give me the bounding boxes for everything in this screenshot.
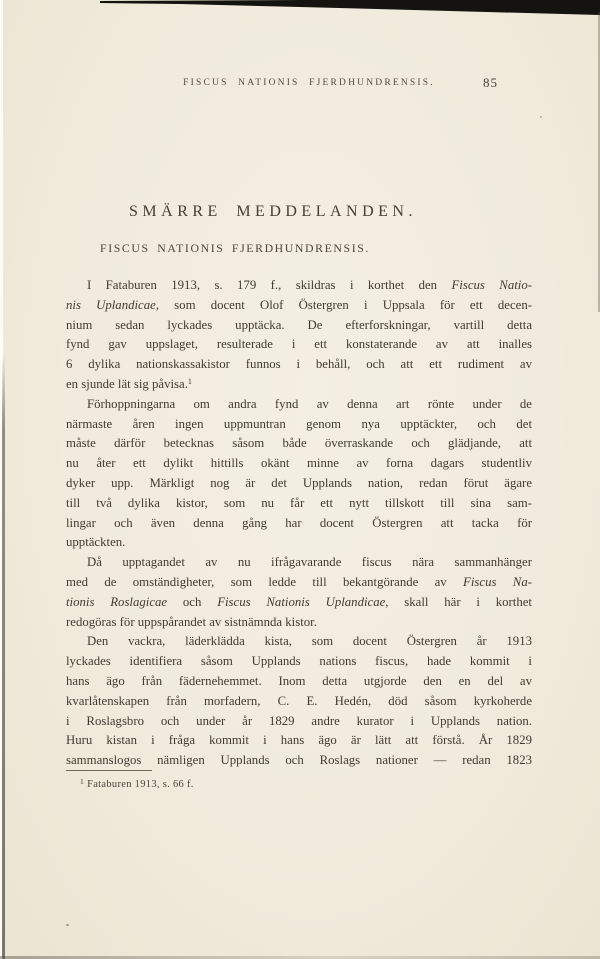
body-line: sammanslogos nämligen Upplands och Roslags nationer — redan 1823: [66, 753, 532, 768]
paragraph: [66, 276, 532, 395]
paragraph: [66, 395, 532, 553]
body-line: måste därför betecknas såsom både överraskande och glädjande, att: [66, 436, 532, 451]
body-line: Förhoppningarna om andra fynd av denna art rönte under de: [87, 396, 532, 411]
footnote-rule: [66, 770, 152, 771]
body-line: fynd gav uppslaget, resulterade i ett konstaterande av att inalles: [66, 337, 532, 352]
body-line: till två dylika kistor, som nu får ett nytt tillskott till sina sam-: [66, 495, 532, 510]
body-line: nis Uplandicae, som docent Olof Östergren i Uppsala för ett decen-: [66, 297, 532, 312]
body-line: lingar och även denna gång har docent Östergren att tacka för: [66, 515, 532, 530]
body-line: I Fataburen 1913, s. 179 f., skildras i korthet den Fiscus Natio-: [87, 278, 532, 292]
scan-edge-left-shadow: [2, 355, 5, 959]
body-line: nu åter ett dylikt hittills okänt minne av forna dagars studentliv: [66, 456, 532, 471]
footnote-text: Fataburen 1913, s. 66 f.: [87, 779, 194, 790]
body-line: Den vackra, läderklädda kista, som docent Östergren år 1913: [87, 634, 532, 649]
body-line: med de omständigheter, som ledde till bekantgörande av Fiscus Na-: [66, 574, 532, 589]
body-line: dyker upp. Märkligt nog är det Upplands nation, redan förut ägare: [66, 475, 532, 490]
body-line: Då upptagandet av nu ifrågavarande fiscus nära sammanhänger: [87, 555, 532, 570]
scan-edge-top: [0, 0, 600, 16]
paragraph: [66, 632, 532, 771]
footnote: [80, 777, 194, 790]
paper-speck: [66, 924, 69, 926]
section-title: SMÄRRE MEDDELANDEN.: [129, 203, 417, 220]
body-line: kvarlåtenskapen från morfadern, C. E. Hedén, död såsom kyrkoherde: [66, 693, 532, 708]
body-line: 6 dylika nationskassakistor funnos i behåll, och att ett rudiment av: [66, 357, 532, 372]
body-line: en sjunde lät sig påvisa.$^1$: [66, 376, 192, 391]
body-line: upptäckten.: [66, 535, 126, 550]
paper-speck: [540, 116, 542, 118]
body-line: redogöras för uppspårandet av sistnämnda kistor.: [66, 614, 317, 629]
running-header: [66, 75, 532, 96]
page-number: 85: [483, 75, 498, 90]
paragraph: [66, 553, 532, 632]
body-text: [66, 276, 532, 771]
article-title: FISCUS NATIONIS FJERDHUNDRENSIS.: [100, 241, 370, 255]
body-line: Huru kistan i fråga kommit i hans ägo är lätt att förstå. År 1829: [66, 733, 532, 748]
body-line: närmaste åren ingen uppmuntran genom nya upptäckter, och det: [66, 416, 532, 431]
running-title: FISCUS NATIONIS FJERDHUNDRENSIS.: [183, 78, 435, 88]
body-line: hans ägo från fädernehemmet. Inom detta utgjorde den en del av: [66, 673, 532, 688]
body-line: i Roslagsbro och under år 1829 andre kurator i Upplands nation.: [66, 713, 532, 728]
body-line: lyckades identifiera såsom Upplands nations fiscus, hade kommit i: [66, 654, 532, 669]
body-line: tionis Roslagicae och Fiscus Nationis Uplandicae, skall här i korthet: [66, 594, 532, 609]
footnote-marker: 1: [80, 777, 85, 786]
body-line: nium sedan lyckades upptäcka. De efterforskningar, vartill detta: [66, 317, 532, 332]
